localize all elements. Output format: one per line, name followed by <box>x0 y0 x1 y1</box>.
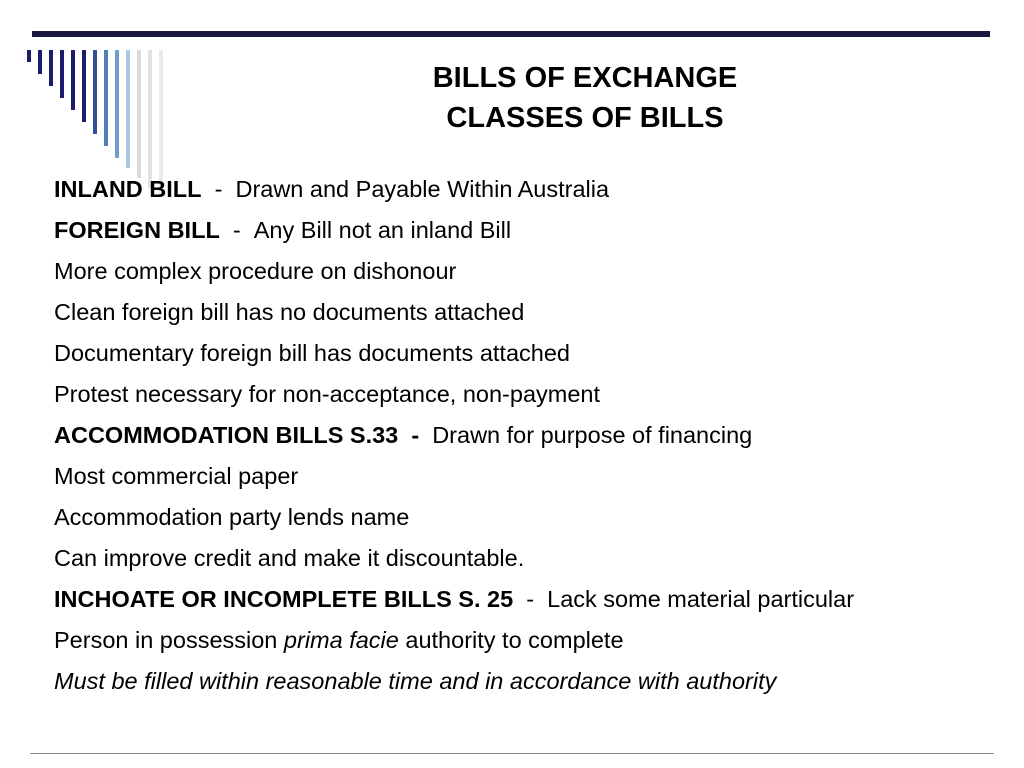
stripe <box>159 50 163 196</box>
top-bar <box>32 31 990 37</box>
stripe <box>126 50 130 168</box>
complex-procedure-line: More complex procedure on dishonour <box>54 258 457 284</box>
inchoate-bills-definition: Lack some material particular <box>547 586 855 612</box>
commercial-paper-line: Most commercial paper <box>54 463 299 489</box>
inland-bill-definition: Drawn and Payable Within Australia <box>235 176 610 202</box>
stripe <box>49 50 53 86</box>
stripe <box>71 50 75 110</box>
stripe <box>60 50 64 98</box>
possession-line <box>54 627 954 654</box>
title-line-2: CLASSES OF BILLS <box>446 102 724 134</box>
bottom-divider <box>30 753 994 754</box>
possession-text-end: authority to complete <box>405 627 624 653</box>
inland-bill-line: INLAND BILL - Drawn and Payable Within Australia <box>54 176 610 202</box>
accommodation-bills-definition: Drawn for purpose of financing <box>432 422 753 448</box>
stripe <box>82 50 86 122</box>
foreign-bill-line: FOREIGN BILL - Any Bill not an inland Bill <box>54 217 512 243</box>
title-line-1: BILLS OF EXCHANGE <box>432 62 738 94</box>
slide-title <box>340 58 830 138</box>
foreign-bill-definition: Any Bill not an inland Bill <box>253 217 512 243</box>
foreign-bill-term: FOREIGN BILL <box>54 217 220 243</box>
stripe <box>93 50 97 134</box>
lends-name-line: Accommodation party lends name <box>54 504 410 530</box>
clean-bill-line: Clean foreign bill has no documents attached <box>54 299 525 325</box>
stripe <box>27 50 31 62</box>
protest-line: Protest necessary for non-acceptance, non-payment <box>54 381 601 407</box>
inchoate-bills-term: INCHOATE OR INCOMPLETE BILLS S. 25 <box>54 586 514 612</box>
documentary-bill-line: Documentary foreign bill has documents attached <box>54 340 570 366</box>
stripe <box>148 50 152 188</box>
improve-credit-line: Can improve credit and make it discountable. <box>54 545 525 571</box>
stripe <box>38 50 42 74</box>
stripe <box>104 50 108 146</box>
inchoate-bills-line: INCHOATE OR INCOMPLETE BILLS S. 25 - Lack some material particular <box>54 586 855 612</box>
filled-within-line: Must be filled within reasonable time and in accordance with authority <box>54 668 777 694</box>
stripe <box>137 50 141 178</box>
stripe <box>115 50 119 158</box>
prima-facie-text: prima facie <box>283 627 399 653</box>
accommodation-bills-term: ACCOMMODATION BILLS S.33 <box>54 422 399 448</box>
inland-bill-term: INLAND BILL <box>54 176 202 202</box>
slide-body <box>54 176 954 709</box>
possession-text: Person in possession <box>54 627 278 653</box>
accommodation-bills-line: ACCOMMODATION BILLS S.33 - Drawn for purpose of financing <box>54 422 753 448</box>
